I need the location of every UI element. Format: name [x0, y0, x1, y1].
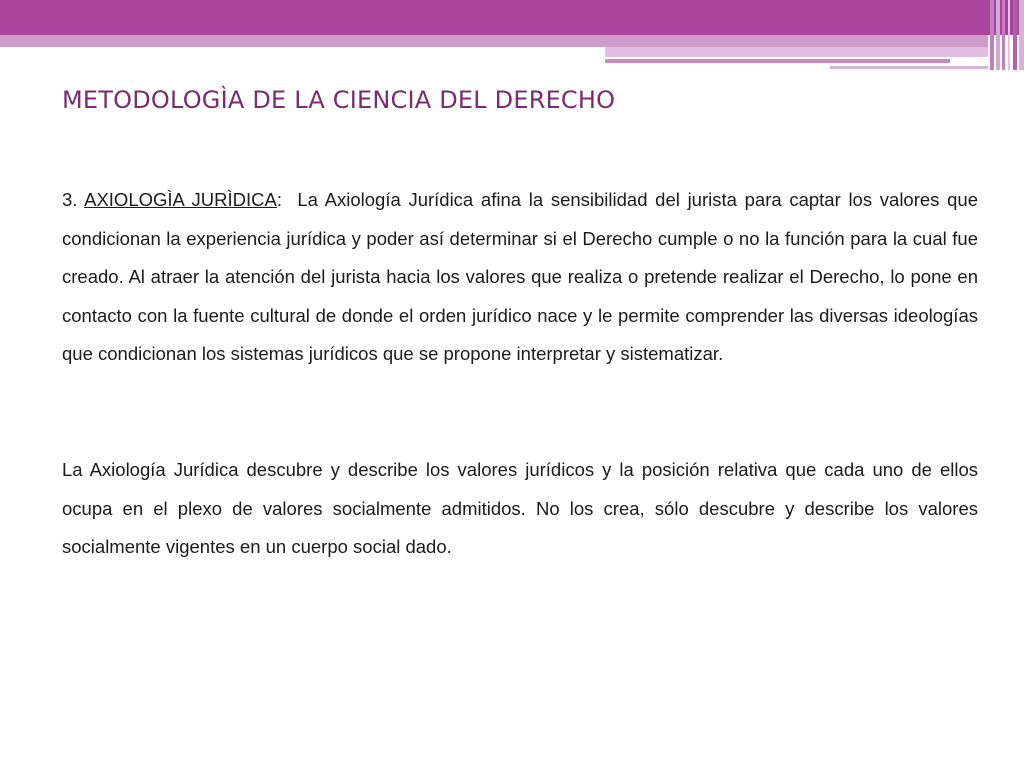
header-band-lighter — [605, 47, 988, 57]
header-accent-line — [605, 59, 950, 63]
heading-separator: : — [276, 189, 298, 210]
header-stripe — [990, 0, 994, 70]
header-stripe — [1002, 0, 1005, 70]
paragraph-axiologia — [62, 181, 978, 374]
header-band — [0, 0, 1024, 35]
header-stripe — [1008, 0, 1010, 70]
section-number: 3. — [62, 189, 85, 210]
header-accent-line-short — [830, 66, 988, 69]
paragraph-description: La Axiología Jurídica descubre y describe los valores jurídicos y la posición relativa que cada uno de ellos ocupa en el plexo de valores socialmente admitidos. No los crea, sólo descubre y describe los valores socialmente vigentes en un cuerpo social dado. — [62, 459, 978, 557]
header-stripe — [1013, 0, 1017, 70]
header-band-light — [0, 35, 988, 47]
paragraph-body: La Axiología Jurídica afina la sensibilidad del jurista para captar los valores que condicionan la experiencia jurídica y poder así determinar si el Derecho cumple o no la función para la cual fue creado. Al atraer la atención del jurista hacia los valores que realiza o pretende realizar el Derecho, lo pone en contacto con la fuente cultural de donde el orden jurídico nace y le permite comprender las diversas ideologías que condicionan los sistemas jurídicos que se propone interpretar y sistematizar. — [62, 189, 978, 364]
section-heading: AXIOLOGÌA JURÌDICA — [84, 189, 277, 210]
header-stripe — [1019, 0, 1024, 70]
header-stripe — [996, 0, 1000, 70]
slide-title: METODOLOGÌA DE LA CIENCIA DEL DERECHO — [62, 86, 616, 114]
